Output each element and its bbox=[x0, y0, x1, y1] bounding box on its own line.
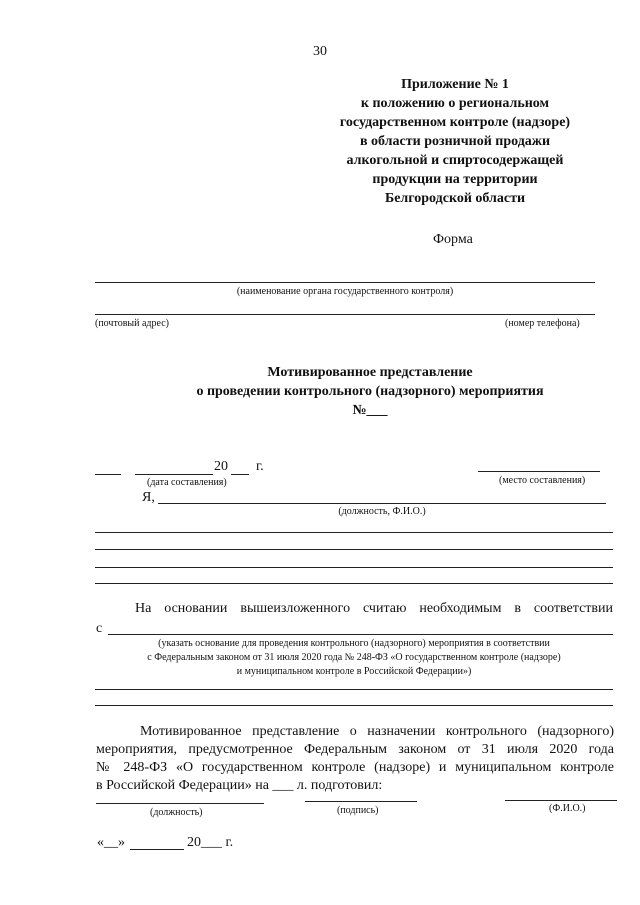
basis-caption-line: с Федеральным законом от 31 июля 2020 года № 248-ФЗ «О государственном контроле (надзоре) bbox=[147, 652, 561, 663]
basis-caption-line: и муниципальном контроле в Российской Федерации») bbox=[236, 666, 472, 677]
appendix-line: Белгородской области bbox=[384, 191, 526, 206]
appendix-line: продукции на территории bbox=[372, 172, 538, 187]
signature-caption: (подпись) bbox=[337, 805, 379, 816]
appendix-line: Приложение № 1 bbox=[401, 77, 509, 92]
basis-caption-line: (указать основание для проведения контрольного (надзорного) мероприятия в соответствии bbox=[158, 638, 550, 649]
title-line: о проведении контрольного (надзорного) мероприятия bbox=[196, 384, 544, 399]
position-caption: (должность) bbox=[150, 807, 203, 818]
form-label: Форма bbox=[433, 232, 473, 247]
date-year-line bbox=[231, 474, 249, 475]
basis-line bbox=[108, 634, 613, 635]
title-line: Мотивированное представление bbox=[267, 365, 473, 380]
blank-line bbox=[95, 689, 613, 690]
page-number: 30 bbox=[313, 44, 327, 59]
date-year-suffix: г. bbox=[256, 459, 264, 474]
blank-line bbox=[95, 705, 613, 706]
bottom-date-day: «__» bbox=[97, 835, 125, 850]
prepared-line: Мотивированное представление о назначении контрольного (надзорного) bbox=[140, 724, 614, 739]
bottom-date-year: 20___ г. bbox=[187, 835, 234, 850]
document-title bbox=[120, 363, 620, 420]
address-line bbox=[95, 314, 595, 315]
prepared-paragraph bbox=[96, 723, 614, 795]
i-prefix: Я, bbox=[142, 490, 155, 505]
date-month-line bbox=[135, 474, 213, 475]
blank-line bbox=[95, 532, 613, 533]
date-day-line bbox=[95, 474, 121, 475]
authority-line bbox=[95, 282, 595, 283]
postal-caption: (почтовый адрес) bbox=[95, 318, 169, 329]
appendix-line: алкогольной и спиртосодержащей bbox=[346, 153, 564, 168]
basis-caption bbox=[95, 637, 613, 679]
position-line bbox=[96, 803, 264, 804]
basis-text: На основании вышеизложенного считаю необходимым в соответствии bbox=[135, 601, 613, 616]
appendix-line: государственном контроле (надзоре) bbox=[339, 115, 571, 130]
authority-caption: (наименование органа государственного контроля) bbox=[236, 286, 454, 297]
appendix-block bbox=[300, 75, 610, 208]
i-caption: (должность, Ф.И.О.) bbox=[338, 506, 426, 517]
date-year-prefix: 20 bbox=[214, 459, 228, 474]
i-line bbox=[158, 503, 606, 504]
prepared-line: мероприятия, предусмотренное Федеральным законом от 31 июля 2020 года bbox=[96, 742, 614, 757]
date-caption: (дата составления) bbox=[147, 477, 227, 488]
blank-line bbox=[95, 583, 613, 584]
appendix-line: в области розничной продажи bbox=[359, 134, 551, 149]
signature-line bbox=[305, 801, 417, 802]
title-number: №___ bbox=[352, 403, 388, 418]
fio-caption: (Ф.И.О.) bbox=[549, 803, 586, 814]
prepared-line: № 248-ФЗ «О государственном контроле (надзоре) и муниципальном контроле bbox=[96, 760, 614, 775]
prepared-line: в Российской Федерации» на ___ л. подготовил: bbox=[96, 778, 383, 793]
place-line bbox=[478, 471, 600, 472]
appendix-line: к положению о региональном bbox=[360, 96, 550, 111]
basis-prefix: с bbox=[96, 621, 103, 636]
place-caption: (место составления) bbox=[499, 475, 586, 486]
bottom-date-month-line bbox=[130, 849, 184, 850]
phone-caption: (номер телефона) bbox=[505, 318, 580, 329]
blank-line bbox=[95, 549, 613, 550]
blank-line bbox=[95, 567, 613, 568]
fio-line bbox=[505, 800, 617, 801]
